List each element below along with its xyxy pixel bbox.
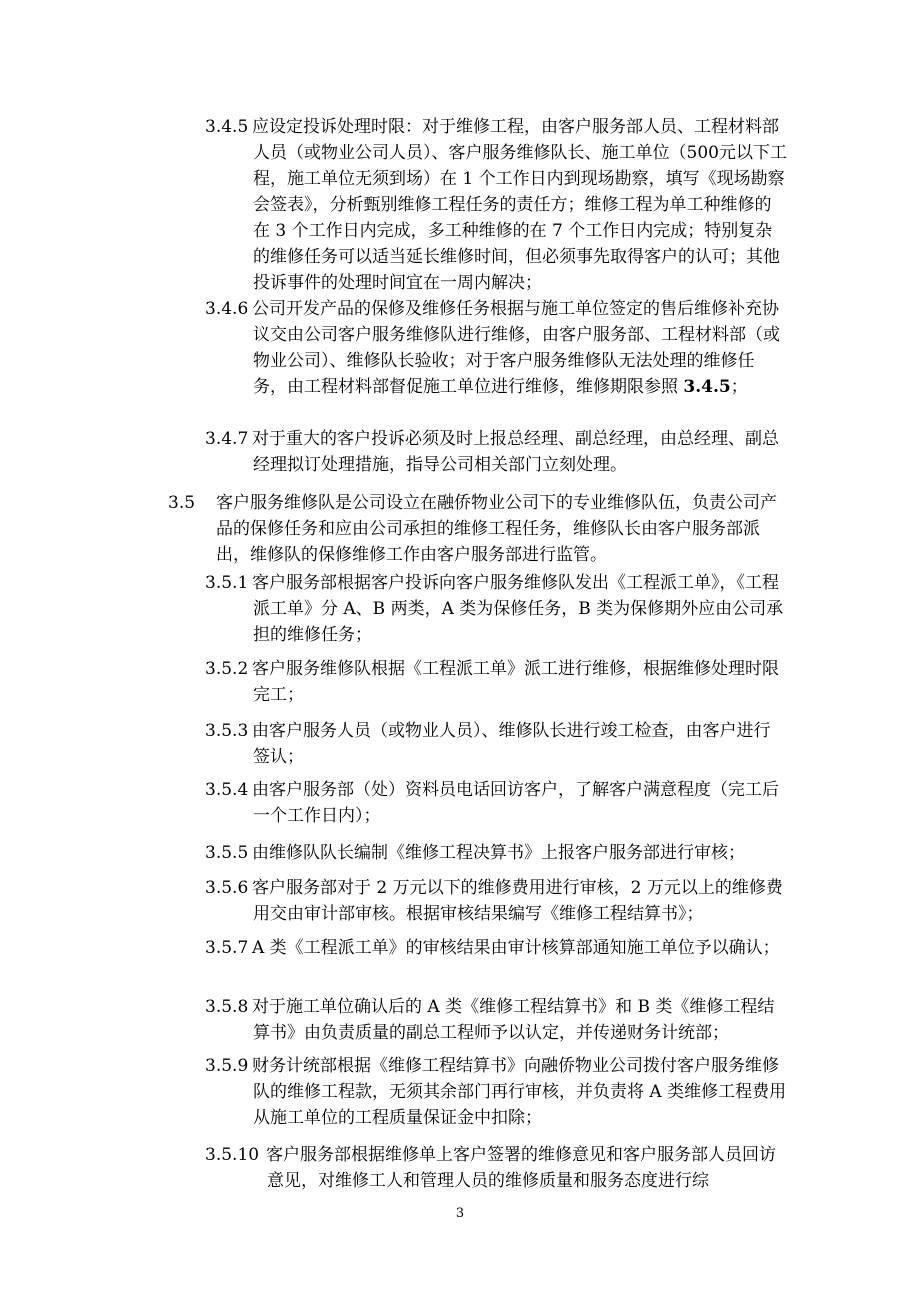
clause-3-5-9 bbox=[205, 1053, 787, 1131]
clause-3-5 bbox=[168, 490, 787, 568]
clause-3-4-7 bbox=[205, 426, 787, 478]
clause-3-5-7 bbox=[205, 935, 787, 961]
clause-number: 3.5.3 bbox=[205, 721, 249, 741]
clause-number: 3.5.4 bbox=[205, 780, 249, 800]
clause-text: 由客户服务部（处）资料员电话回访客户，了解客户满意程度（完工后一个工作日内）； bbox=[252, 780, 779, 826]
clause-3-5-1 bbox=[205, 570, 787, 648]
clause-number: 3.5.2 bbox=[205, 659, 249, 679]
clause-number: 3.5.5 bbox=[205, 843, 249, 863]
clause-3-5-6 bbox=[205, 875, 787, 927]
clause-3-4-6 bbox=[205, 296, 787, 400]
clause-text: 由维修队队长编制《维修工程决算书》上报客户服务部进行审核； bbox=[252, 843, 745, 863]
clause-text: A 类《工程派工单》的审核结果由审计核算部通知施工单位予以确认； bbox=[252, 938, 780, 958]
clause-3-5-3 bbox=[205, 718, 787, 770]
clause-number: 3.5.8 bbox=[205, 997, 249, 1017]
clause-text: 客户服务部根据客户投诉向客户服务维修队发出《工程派工单》，《工程派工单》分 A、B 两类，A 类为保修任务，B 类为保修期外应由公司承担的维修任务； bbox=[252, 573, 784, 645]
clause-number: 3.4.7 bbox=[205, 429, 249, 449]
clause-text: 客户服务维修队是公司设立在融侨物业公司下的专业维修队伍，负责公司产品的保修任务和应由公司承担的维修工程任务，维修队长由客户服务部派出，维修队的保修维修工作由客户服务部进行监管。 bbox=[216, 493, 777, 565]
clause-reference: 3.4.5 bbox=[683, 377, 731, 397]
clause-3-5-8 bbox=[205, 994, 787, 1046]
clause-text: 客户服务部对于 2 万元以下的维修费用进行审核，2 万元以上的维修费用交由审计部审核。根据审核结果编写《维修工程结算书》； bbox=[252, 878, 783, 924]
clause-text-tail: ； bbox=[730, 377, 748, 397]
clause-text: 客户服务维修队根据《工程派工单》派工进行维修，根据维修处理时限完工； bbox=[252, 659, 779, 705]
clause-number: 3.5.1 bbox=[205, 573, 249, 593]
clause-3-5-5 bbox=[205, 840, 787, 866]
clause-number: 3.5.10 bbox=[205, 1145, 260, 1165]
clause-text: 对于施工单位确认后的 A 类《维修工程结算书》和 B 类《维修工程结算书》由负责质量的副总工程师予以认定，并传递财务计统部； bbox=[252, 997, 775, 1043]
clause-text: 对于重大的客户投诉必须及时上报总经理、副总经理，由总经理、副总经理拟订处理措施，指导公司相关部门立刻处理。 bbox=[252, 429, 779, 475]
clause-3-5-10 bbox=[205, 1142, 787, 1194]
clause-text-main: 公司开发产品的保修及维修任务根据与施工单位签定的售后维修补充协议交由公司客户服务维修队进行维修，由客户服务部、工程材料部（或物业公司）、维修队长验收；对于客户服务维修队无法处理的维修任务，由工程材料部督促施工单位进行维修，维修期限参照 bbox=[252, 299, 780, 397]
clause-number: 3.4.5 bbox=[205, 117, 249, 137]
clause-text: 客户服务部根据维修单上客户签署的维修意见和客户服务部人员回访意见，对维修工人和管理人员的维修质量和服务态度进行综 bbox=[266, 1145, 776, 1191]
clause-3-5-2 bbox=[205, 656, 787, 708]
clause-number: 3.5 bbox=[168, 493, 196, 513]
clause-text: 财务计统部根据《维修工程结算书》向融侨物业公司拨付客户服务维修队的维修工程款，无须其余部门再行审核，并负责将 A 类维修工程费用从施工单位的工程质量保证金中扣除； bbox=[252, 1056, 787, 1128]
page-number: 3 bbox=[455, 1206, 465, 1221]
clause-number: 3.5.7 bbox=[205, 938, 249, 958]
clause-3-4-5 bbox=[205, 114, 787, 296]
clause-number: 3.5.9 bbox=[205, 1056, 249, 1076]
clause-text: 由客户服务人员（或物业人员）、维修队长进行竣工检查，由客户进行签认； bbox=[252, 721, 771, 767]
clause-text: 应设定投诉处理时限：对于维修工程，由客户服务部人员、工程材料部人员（或物业公司人员）、客户服务维修队长、施工单位（500元以下工程，施工单位无须到场）在 1 个工作日内到现场勘察，填写《现场勘察会签表》，分析甄别维修工程任务的责任方；维修工程为单工种维修的在 3 个工作日内完成，多工种维修的在 7 个工作日内完成；特别复杂的维修任务可以适当延长维修时间，但必须事先取得客户的认可；其他投诉事件的处理时间宜在一周内解决； bbox=[252, 117, 787, 293]
clause-text bbox=[205, 296, 787, 400]
clause-3-5-4 bbox=[205, 777, 787, 829]
clause-number: 3.5.6 bbox=[205, 878, 249, 898]
clause-number: 3.4.6 bbox=[205, 299, 249, 319]
